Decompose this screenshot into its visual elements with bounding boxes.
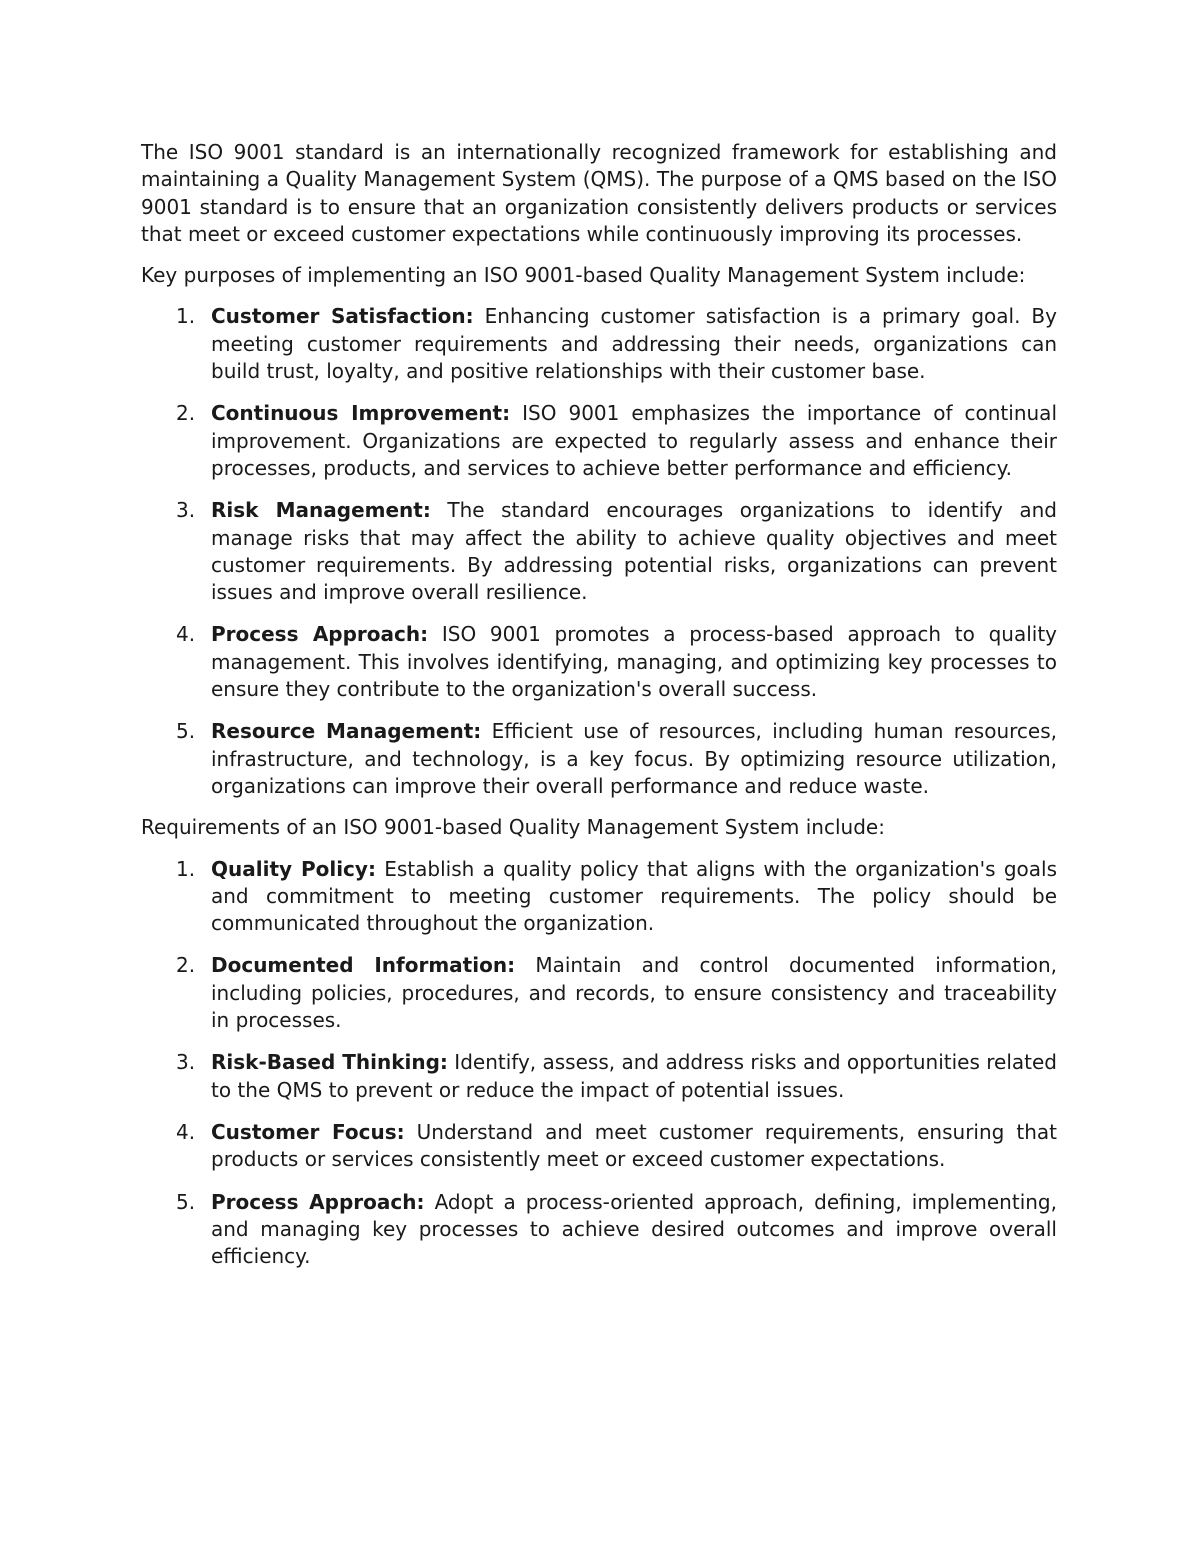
list-term: Continuous Improvement: bbox=[211, 401, 511, 426]
list-term: Process Approach: bbox=[211, 622, 429, 647]
list-item bbox=[141, 303, 1057, 385]
intro-paragraph: The ISO 9001 standard is an internationally recognized framework for establishing and maintaining a Quality Management System (QMS). The purpose of a QMS based on the ISO 9001 standard is to ensure that an organization consistently delivers products or services that meet or exceed customer expectations while continuously improving its processes. bbox=[141, 140, 1057, 246]
list-text: Understand and meet customer requirements, ensuring that products or services consistently meet or exceed customer expectations. bbox=[211, 1119, 1057, 1172]
list-text: Efficient use of resources, including human resources, infrastructure, and technology, is a key focus. By optimizing resource utilization, organizations can improve their overall performance and reduce waste. bbox=[211, 719, 1057, 798]
list-text: ISO 9001 promotes a process-based approach to quality management. This involves identifying, managing, and optimizing key processes to ensure they contribute to the organization's overall success. bbox=[211, 622, 1057, 702]
purposes-heading: Key purposes of implementing an ISO 9001-based Quality Management System include: bbox=[141, 263, 1026, 288]
list-item bbox=[141, 400, 1057, 482]
document-body bbox=[141, 139, 1057, 1270]
purposes-list bbox=[141, 303, 1057, 800]
list-number: 3. bbox=[176, 1050, 196, 1075]
list-number: 1. bbox=[176, 304, 196, 329]
list-item bbox=[141, 621, 1057, 703]
list-item bbox=[141, 1189, 1057, 1271]
list-number: 1. bbox=[176, 856, 196, 881]
list-item bbox=[141, 952, 1057, 1034]
list-item bbox=[141, 1119, 1057, 1174]
list-item bbox=[141, 718, 1057, 800]
list-text: Maintain and control documented information, including policies, procedures, and records, to ensure consistency and traceability in processes. bbox=[211, 953, 1057, 1033]
list-number: 2. bbox=[176, 953, 196, 978]
list-text: Identify, assess, and address risks and opportunities related to the QMS to prevent or reduce the impact of potential issues. bbox=[211, 1050, 1057, 1102]
list-text: The standard encourages organizations to identify and manage risks that may affect the ability to achieve quality objectives and meet customer requirements. By addressing potential risks, organizations can prevent issues and improve overall resilience. bbox=[211, 498, 1057, 605]
list-text: ISO 9001 emphasizes the importance of continual improvement. Organizations are expected to regularly assess and enhance their processes, products, and services to achieve better performance and efficiency. bbox=[211, 401, 1057, 480]
list-text: Adopt a process-oriented approach, defining, implementing, and managing key processes to achieve desired outcomes and improve overall efficiency. bbox=[211, 1189, 1057, 1269]
list-text: Establish a quality policy that aligns with the organization's goals and commitment to meeting customer requirements. The policy should be communicated throughout the organization. bbox=[211, 856, 1057, 936]
requirements-list bbox=[141, 856, 1057, 1271]
list-text: Enhancing customer satisfaction is a primary goal. By meeting customer requirements and addressing their needs, organizations can build trust, loyalty, and positive relationships with their customer base. bbox=[211, 304, 1057, 384]
list-number: 4. bbox=[176, 1119, 196, 1144]
list-term: Customer Focus: bbox=[211, 1119, 405, 1144]
list-number: 5. bbox=[176, 1189, 196, 1214]
list-term: Risk Management: bbox=[211, 498, 431, 523]
list-term: Customer Satisfaction: bbox=[211, 304, 474, 329]
list-item bbox=[141, 856, 1057, 938]
list-term: Resource Management: bbox=[211, 719, 482, 744]
list-item bbox=[141, 1049, 1057, 1104]
list-item bbox=[141, 497, 1057, 606]
list-number: 5. bbox=[176, 719, 196, 744]
list-number: 3. bbox=[176, 498, 196, 523]
list-term: Documented Information: bbox=[211, 953, 516, 978]
list-number: 2. bbox=[176, 401, 196, 426]
list-number: 4. bbox=[176, 622, 196, 647]
requirements-heading: Requirements of an ISO 9001-based Quality Management System include: bbox=[141, 815, 885, 840]
list-term: Risk-Based Thinking: bbox=[211, 1050, 448, 1075]
list-term: Quality Policy: bbox=[211, 856, 376, 881]
list-term: Process Approach: bbox=[211, 1189, 425, 1214]
